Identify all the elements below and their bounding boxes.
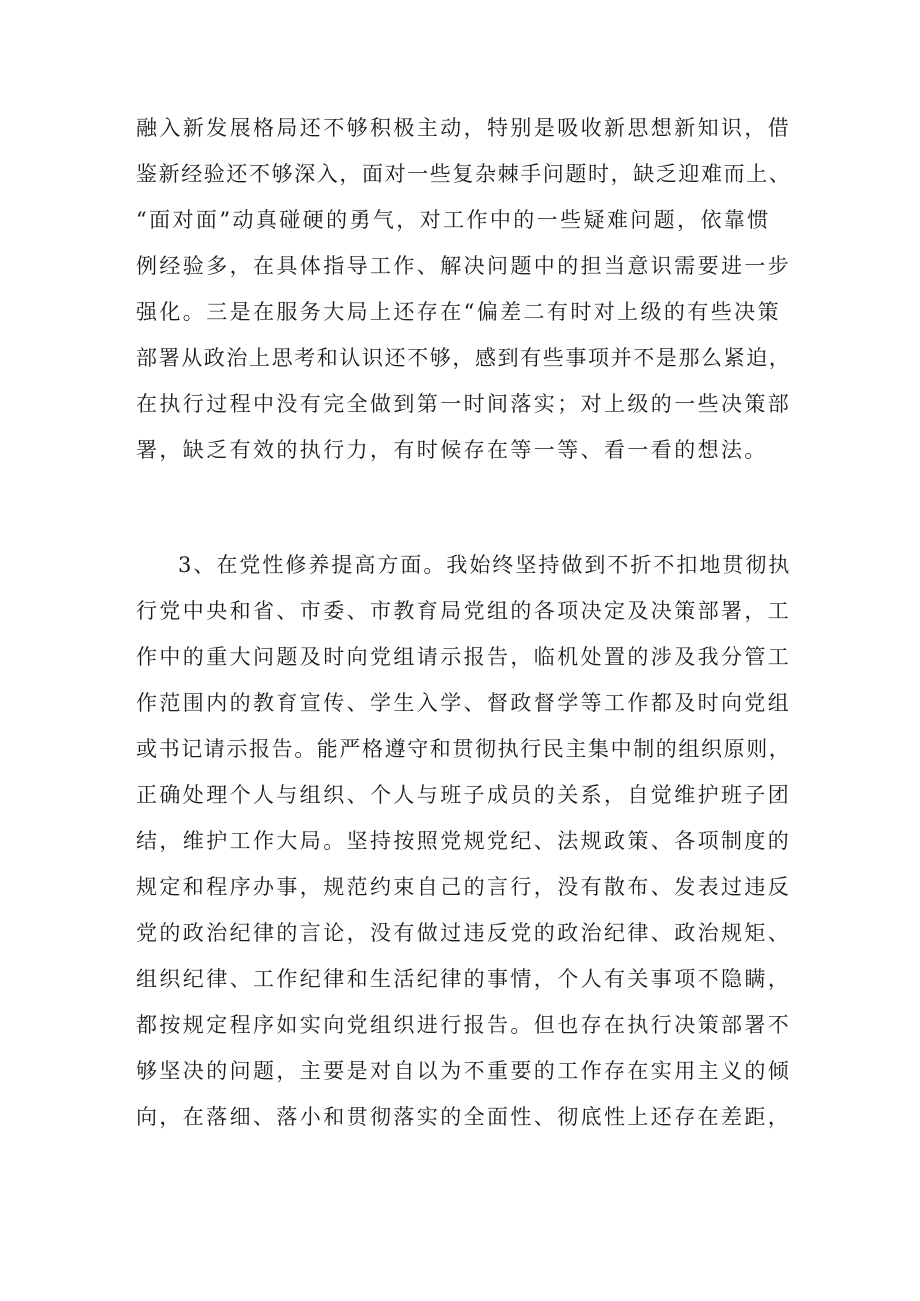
paragraph-2-line-12: 够坚决的问题，主要是对自以为不重要的工作存在实用主义的倾 — [136, 1059, 792, 1083]
paragraph-2-line-13: 向，在落细、落小和贯彻落实的全面性、彻底性上还存在差距， — [136, 1105, 792, 1129]
paragraph-2-line-11: 都按规定程序如实向党组织进行报告。但也存在执行决策部署不 — [136, 1013, 792, 1037]
paragraph-2-line-1: 3、在党性修养提高方面。我始终坚持做到不折不扣地贯彻执 — [178, 553, 792, 577]
paragraph-1-line-7: 在执行过程中没有完全做到第一时间落实；对上级的一些决策部 — [136, 392, 792, 416]
paragraph-2-line-6: 正确处理个人与组织、个人与班子成员的关系，自觉维护班子团 — [136, 783, 792, 807]
paragraph-2-line-2: 行党中央和省、市委、市教育局党组的各项决定及决策部署，工 — [136, 599, 792, 623]
paragraph-2-line-4: 作范围内的教育宣传、学生入学、督政督学等工作都及时向党组 — [136, 691, 792, 715]
paragraph-1-line-4: 例经验多，在具体指导工作、解决问题中的担当意识需要进一步 — [136, 254, 792, 278]
paragraph-1-line-2: 鉴新经验还不够深入，面对一些复杂棘手问题时，缺乏迎难而上、 — [136, 162, 792, 186]
paragraph-2-line-8: 规定和程序办事，规范约束自己的言行，没有散布、发表过违反 — [136, 875, 792, 899]
paragraph-1-line-8: 署，缺乏有效的执行力，有时候存在等一等、看一看的想法。 — [136, 438, 768, 462]
paragraph-2-line-10: 组织纪律、工作纪律和生活纪律的事情，个人有关事项不隐瞒， — [136, 967, 792, 991]
paragraph-2-line-9: 党的政治纪律的言论，没有做过违反党的政治纪律、政治规矩、 — [136, 921, 792, 945]
paragraph-2-line-7: 结，维护工作大局。坚持按照党规党纪、法规政策、各项制度的 — [136, 829, 792, 853]
paragraph-1-line-1: 融入新发展格局还不够积极主动，特别是吸收新思想新知识，借 — [136, 116, 792, 140]
paragraph-1-line-6: 部署从政治上思考和认识还不够，感到有些事项并不是那么紧迫， — [136, 346, 792, 370]
paragraph-2-line-5: 或书记请示报告。能严格遵守和贯彻执行民主集中制的组织原则， — [136, 737, 792, 761]
paragraph-1-line-5: 强化。三是在服务大局上还存在“偏差二有时对上级的有些决策 — [136, 300, 781, 324]
paragraph-2-line-3: 作中的重大问题及时向党组请示报告，临机处置的涉及我分管工 — [136, 645, 792, 669]
paragraph-1-line-3: “面对面”动真碰硬的勇气，对工作中的一些疑难问题，依靠惯 — [136, 208, 771, 232]
